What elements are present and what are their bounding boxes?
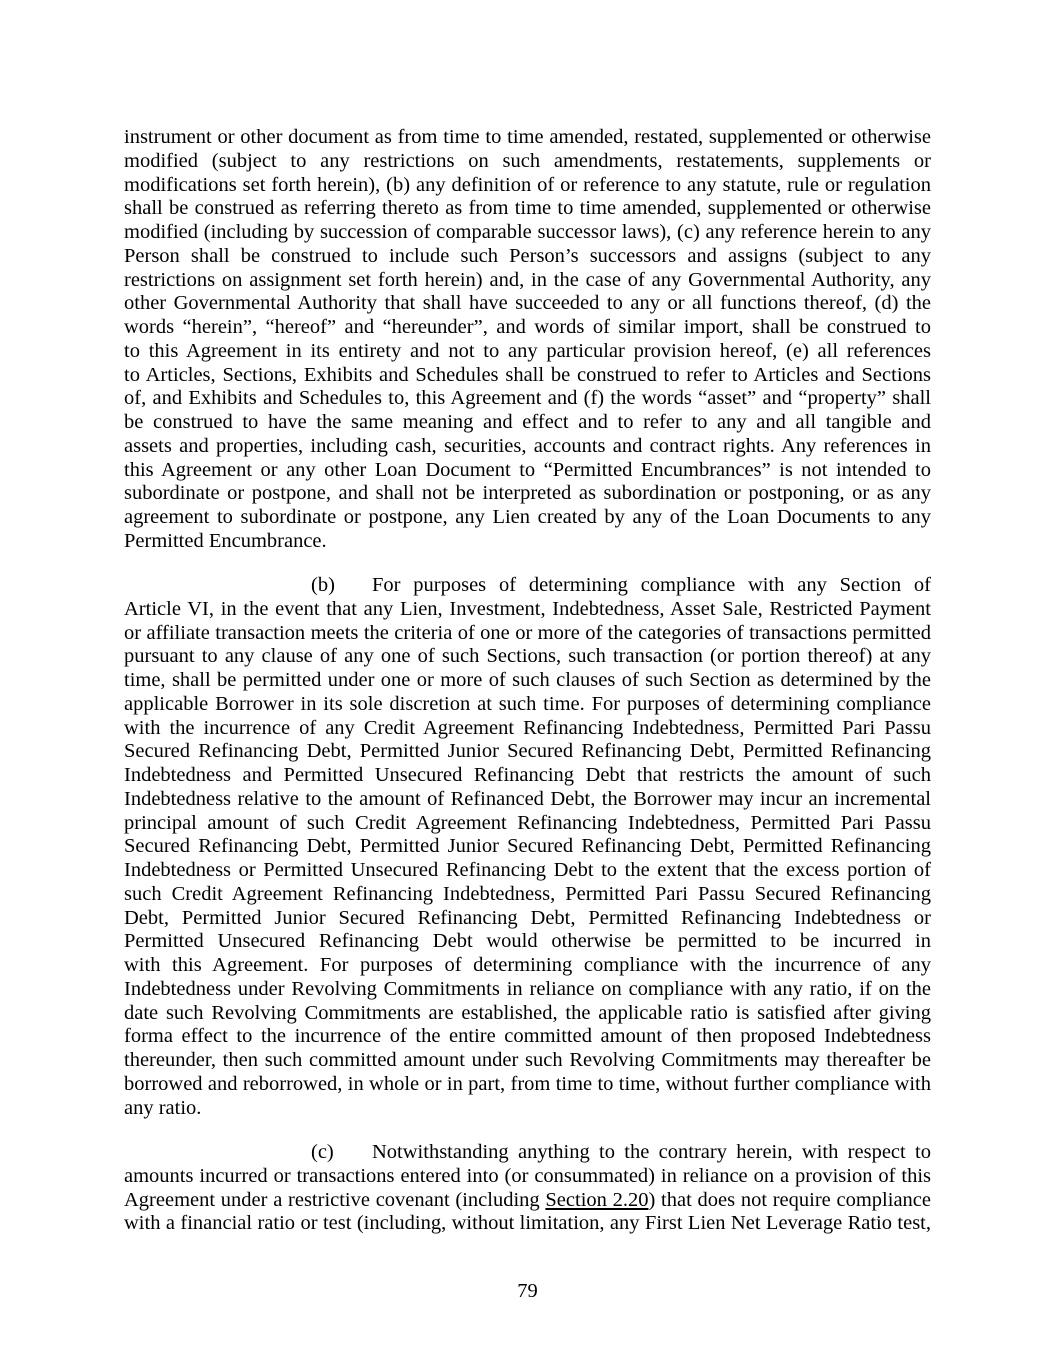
text-line <box>124 978 931 1002</box>
text-line <box>124 530 931 554</box>
paragraph-label: (c) <box>311 1141 334 1163</box>
text-line <box>124 812 931 836</box>
text-line <box>124 411 931 435</box>
text-line <box>124 292 931 316</box>
line-text: other Governmental Authority that shall have succeeded to any or all functions thereof, (d) the <box>124 292 931 315</box>
line-text: date such Revolving Commitments are established, the applicable ratio is satisfied after giving <box>124 1001 931 1024</box>
line-text: principal amount of such Credit Agreement Refinancing Indebtedness, Permitted Pari Passu <box>124 811 931 834</box>
text-line <box>124 669 931 693</box>
text-line <box>124 506 931 530</box>
text-line <box>124 645 931 669</box>
text-line <box>124 340 931 364</box>
text-line <box>124 435 931 459</box>
text-line <box>124 174 931 198</box>
line-text: applicable Borrower in its sole discretion at such time. For purposes of determining compliance <box>124 692 931 715</box>
line-text: modifications set forth herein), (b) any definition of or reference to any statute, rule or regulation <box>124 173 931 196</box>
line-text: Indebtedness or Permitted Unsecured Refinancing Debt to the extent that the excess portion of <box>124 859 931 881</box>
text-line <box>124 717 931 741</box>
text-line <box>124 574 931 598</box>
text-line <box>124 598 931 622</box>
line-text: Indebtedness relative to the amount of Refinanced Debt, the Borrower may incur an incremental <box>124 787 931 810</box>
line-text: any ratio. <box>124 1096 202 1119</box>
text-line <box>124 221 931 245</box>
paragraph-a-continued <box>124 126 931 554</box>
line-text: of, and Exhibits and Schedules to, this Agreement and (f) the words “asset” and “property” shall <box>124 387 931 410</box>
text-line <box>124 150 931 174</box>
text-line <box>124 835 931 859</box>
line-text: Secured Refinancing Debt, Permitted Junior Secured Refinancing Debt, Permitted Refinancing <box>124 835 931 858</box>
text-line <box>124 1141 931 1165</box>
line-text: Indebtedness under Revolving Commitments in reliance on compliance with any ratio, if on the <box>124 977 931 1000</box>
text-line <box>124 622 931 646</box>
line-text: Permitted Encumbrance. <box>124 529 327 552</box>
line-text: or affiliate transaction meets the criteria of one or more of the categories of transactions permitted <box>124 621 931 644</box>
text-line <box>124 482 931 506</box>
text-line <box>124 1073 931 1097</box>
text-line <box>124 693 931 717</box>
text-line <box>124 764 931 788</box>
text-line <box>124 1097 931 1121</box>
line-text: Notwithstanding anything to the contrary herein, with respect to <box>372 1141 931 1163</box>
text-line <box>124 269 931 293</box>
text-line <box>124 740 931 764</box>
text-line <box>124 364 931 388</box>
line-text: agreement to subordinate or postpone, any Lien created by any of the Loan Documents to any <box>124 506 931 528</box>
text-line <box>124 930 931 954</box>
text-line <box>124 459 931 483</box>
section-reference-link: Section 2.20 <box>545 1188 649 1211</box>
text-line <box>124 859 931 883</box>
line-text: Indebtedness and Permitted Unsecured Refinancing Debt that restricts the amount of such <box>124 764 931 786</box>
text-line <box>124 788 931 812</box>
line-text: Debt, Permitted Junior Secured Refinancing Debt, Permitted Refinancing Indebtedness or <box>124 906 931 929</box>
line-text: For purposes of determining compliance with any Section of <box>372 574 931 596</box>
text-line <box>124 1049 931 1073</box>
text-line <box>124 1189 931 1213</box>
line-text: with this Agreement. For purposes of determining compliance with the incurrence of any <box>124 954 931 976</box>
text-line <box>124 245 931 269</box>
line-text: with a financial ratio or test (including, without limitation, any First Lien Net Leverage Ratio test, <box>124 1212 931 1235</box>
text-line <box>124 954 931 978</box>
text-segment: Agreement under a restrictive covenant (including <box>124 1188 546 1211</box>
line-text: forma effect to the incurrence of the entire committed amount of then proposed Indebtedness <box>124 1025 931 1048</box>
line-text: instrument or other document as from time to time amended, restated, supplemented or otherwise <box>124 126 931 148</box>
line-text: modified (including by succession of comparable successor laws), (c) any reference herein to any <box>124 221 931 243</box>
line-text: pursuant to any clause of any one of such Sections, such transaction (or portion thereof) at any <box>124 645 931 668</box>
line-text: to this Agreement in its entirety and not to any particular provision hereof, (e) all references <box>124 339 931 362</box>
text-line <box>124 1212 931 1236</box>
line-text: Article VI, in the event that any Lien, Investment, Indebtedness, Asset Sale, Restricted Payment <box>124 597 931 620</box>
page-number: 79 <box>517 1280 538 1302</box>
text-line <box>124 197 931 221</box>
line-text: borrowed and reborrowed, in whole or in part, from time to time, without further compliance with <box>124 1072 931 1095</box>
text-segment: ) that does not require compliance <box>648 1188 931 1211</box>
line-text: this Agreement or any other Loan Document to “Permitted Encumbrances” is not intended to <box>124 458 931 481</box>
line-text: Secured Refinancing Debt, Permitted Junior Secured Refinancing Debt, Permitted Refinancing <box>124 740 931 763</box>
line-text: to Articles, Sections, Exhibits and Schedules shall be construed to refer to Articles and Sections <box>124 363 931 386</box>
line-text: be construed to have the same meaning and effect and to refer to any and all tangible and <box>124 411 931 433</box>
line-text: such Credit Agreement Refinancing Indebtedness, Permitted Pari Passu Secured Refinancing <box>124 882 931 905</box>
paragraph-c <box>124 1141 931 1236</box>
line-text: Person shall be construed to include such Person’s successors and assigns (subject to any <box>124 244 931 267</box>
text-line <box>124 387 931 411</box>
line-text: assets and properties, including cash, securities, accounts and contract rights. Any references in <box>124 434 931 457</box>
line-text: Permitted Unsecured Refinancing Debt would otherwise be permitted to be incurred in <box>124 930 931 953</box>
line-text: thereunder, then such committed amount under such Revolving Commitments may thereafter be <box>124 1049 931 1071</box>
text-line <box>124 1025 931 1049</box>
text-line <box>124 907 931 931</box>
line-text: shall be construed as referring thereto as from time to time amended, supplemented or otherwise <box>124 197 931 220</box>
line-text: modified (subject to any restrictions on such amendments, restatements, supplements or <box>124 149 931 172</box>
line-text: words “herein”, “hereof” and “hereunder”, and words of similar import, shall be construed to <box>124 316 931 338</box>
line-text: time, shall be permitted under one or more of such clauses of such Section as determined by the <box>124 669 931 691</box>
text-line <box>124 126 931 150</box>
line-text: subordinate or postpone, and shall not be interpreted as subordination or postponing, or as any <box>124 482 931 505</box>
line-text: amounts incurred or transactions entered into (or consummated) in reliance on a provision of this <box>124 1164 931 1187</box>
text-line <box>124 1165 931 1189</box>
paragraph-b <box>124 574 931 1120</box>
line-text: restrictions on assignment set forth herein) and, in the case of any Governmental Authority, any <box>124 268 931 291</box>
line-text: with the incurrence of any Credit Agreement Refinancing Indebtedness, Permitted Pari Passu <box>124 716 931 739</box>
text-line <box>124 316 931 340</box>
text-line <box>124 883 931 907</box>
text-line <box>124 1002 931 1026</box>
paragraph-label: (b) <box>311 574 335 596</box>
